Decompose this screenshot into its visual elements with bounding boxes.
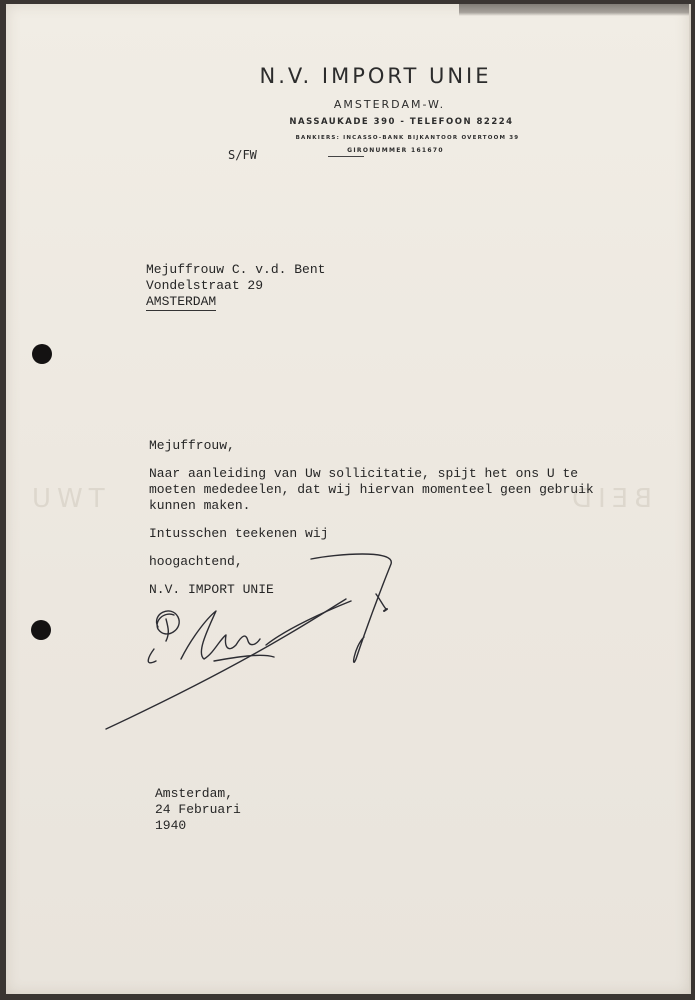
handwritten-signature [96,549,406,739]
letterhead-company: N.V. IMPORT UNIE [259,64,492,88]
recipient-name: Mejuffrouw C. v.d. Bent [146,262,326,277]
punch-hole-bottom [31,620,51,640]
recipient-street: Vondelstraat 29 [146,278,264,293]
letterhead-bank: BANKIERS: INCASSO-BANK BIJKANTOOR OVERTOOM 39 [295,135,520,141]
date-year: 1940 [155,818,187,833]
punch-hole-top [32,344,52,364]
date-place: Amsterdam, [155,786,234,801]
giro-underline [328,156,364,157]
signatory-company: N.V. IMPORT UNIE [149,582,274,597]
salutation: Mejuffrouw, [149,438,235,453]
regards: hoogachtend, [149,554,243,569]
closing-line: Intusschen teekenen wij [149,526,329,541]
show-through-left: TWU [26,484,105,514]
letter-page [6,4,691,994]
torn-edge [459,4,689,16]
letterhead-address: NASSAUKADE 390 - TELEFOON 82224 [289,117,514,127]
show-through-right: BEID [566,484,652,514]
letterhead-giro: GIRONUMMER 161670 [347,147,444,154]
paragraph-line-1: Naar aanleiding van Uw sollicitatie, spijt het ons U te [149,466,579,481]
paragraph-line-2: moeten mededeelen, dat wij hiervan momenteel geen gebruik [149,482,594,497]
reference-code: S/FW [228,148,257,162]
paragraph-line-3: kunnen maken. [149,498,251,513]
recipient-city: AMSTERDAM [146,294,217,309]
letterhead-city: AMSTERDAM-W. [333,98,446,111]
date-day-month: 24 Februari [155,802,241,817]
